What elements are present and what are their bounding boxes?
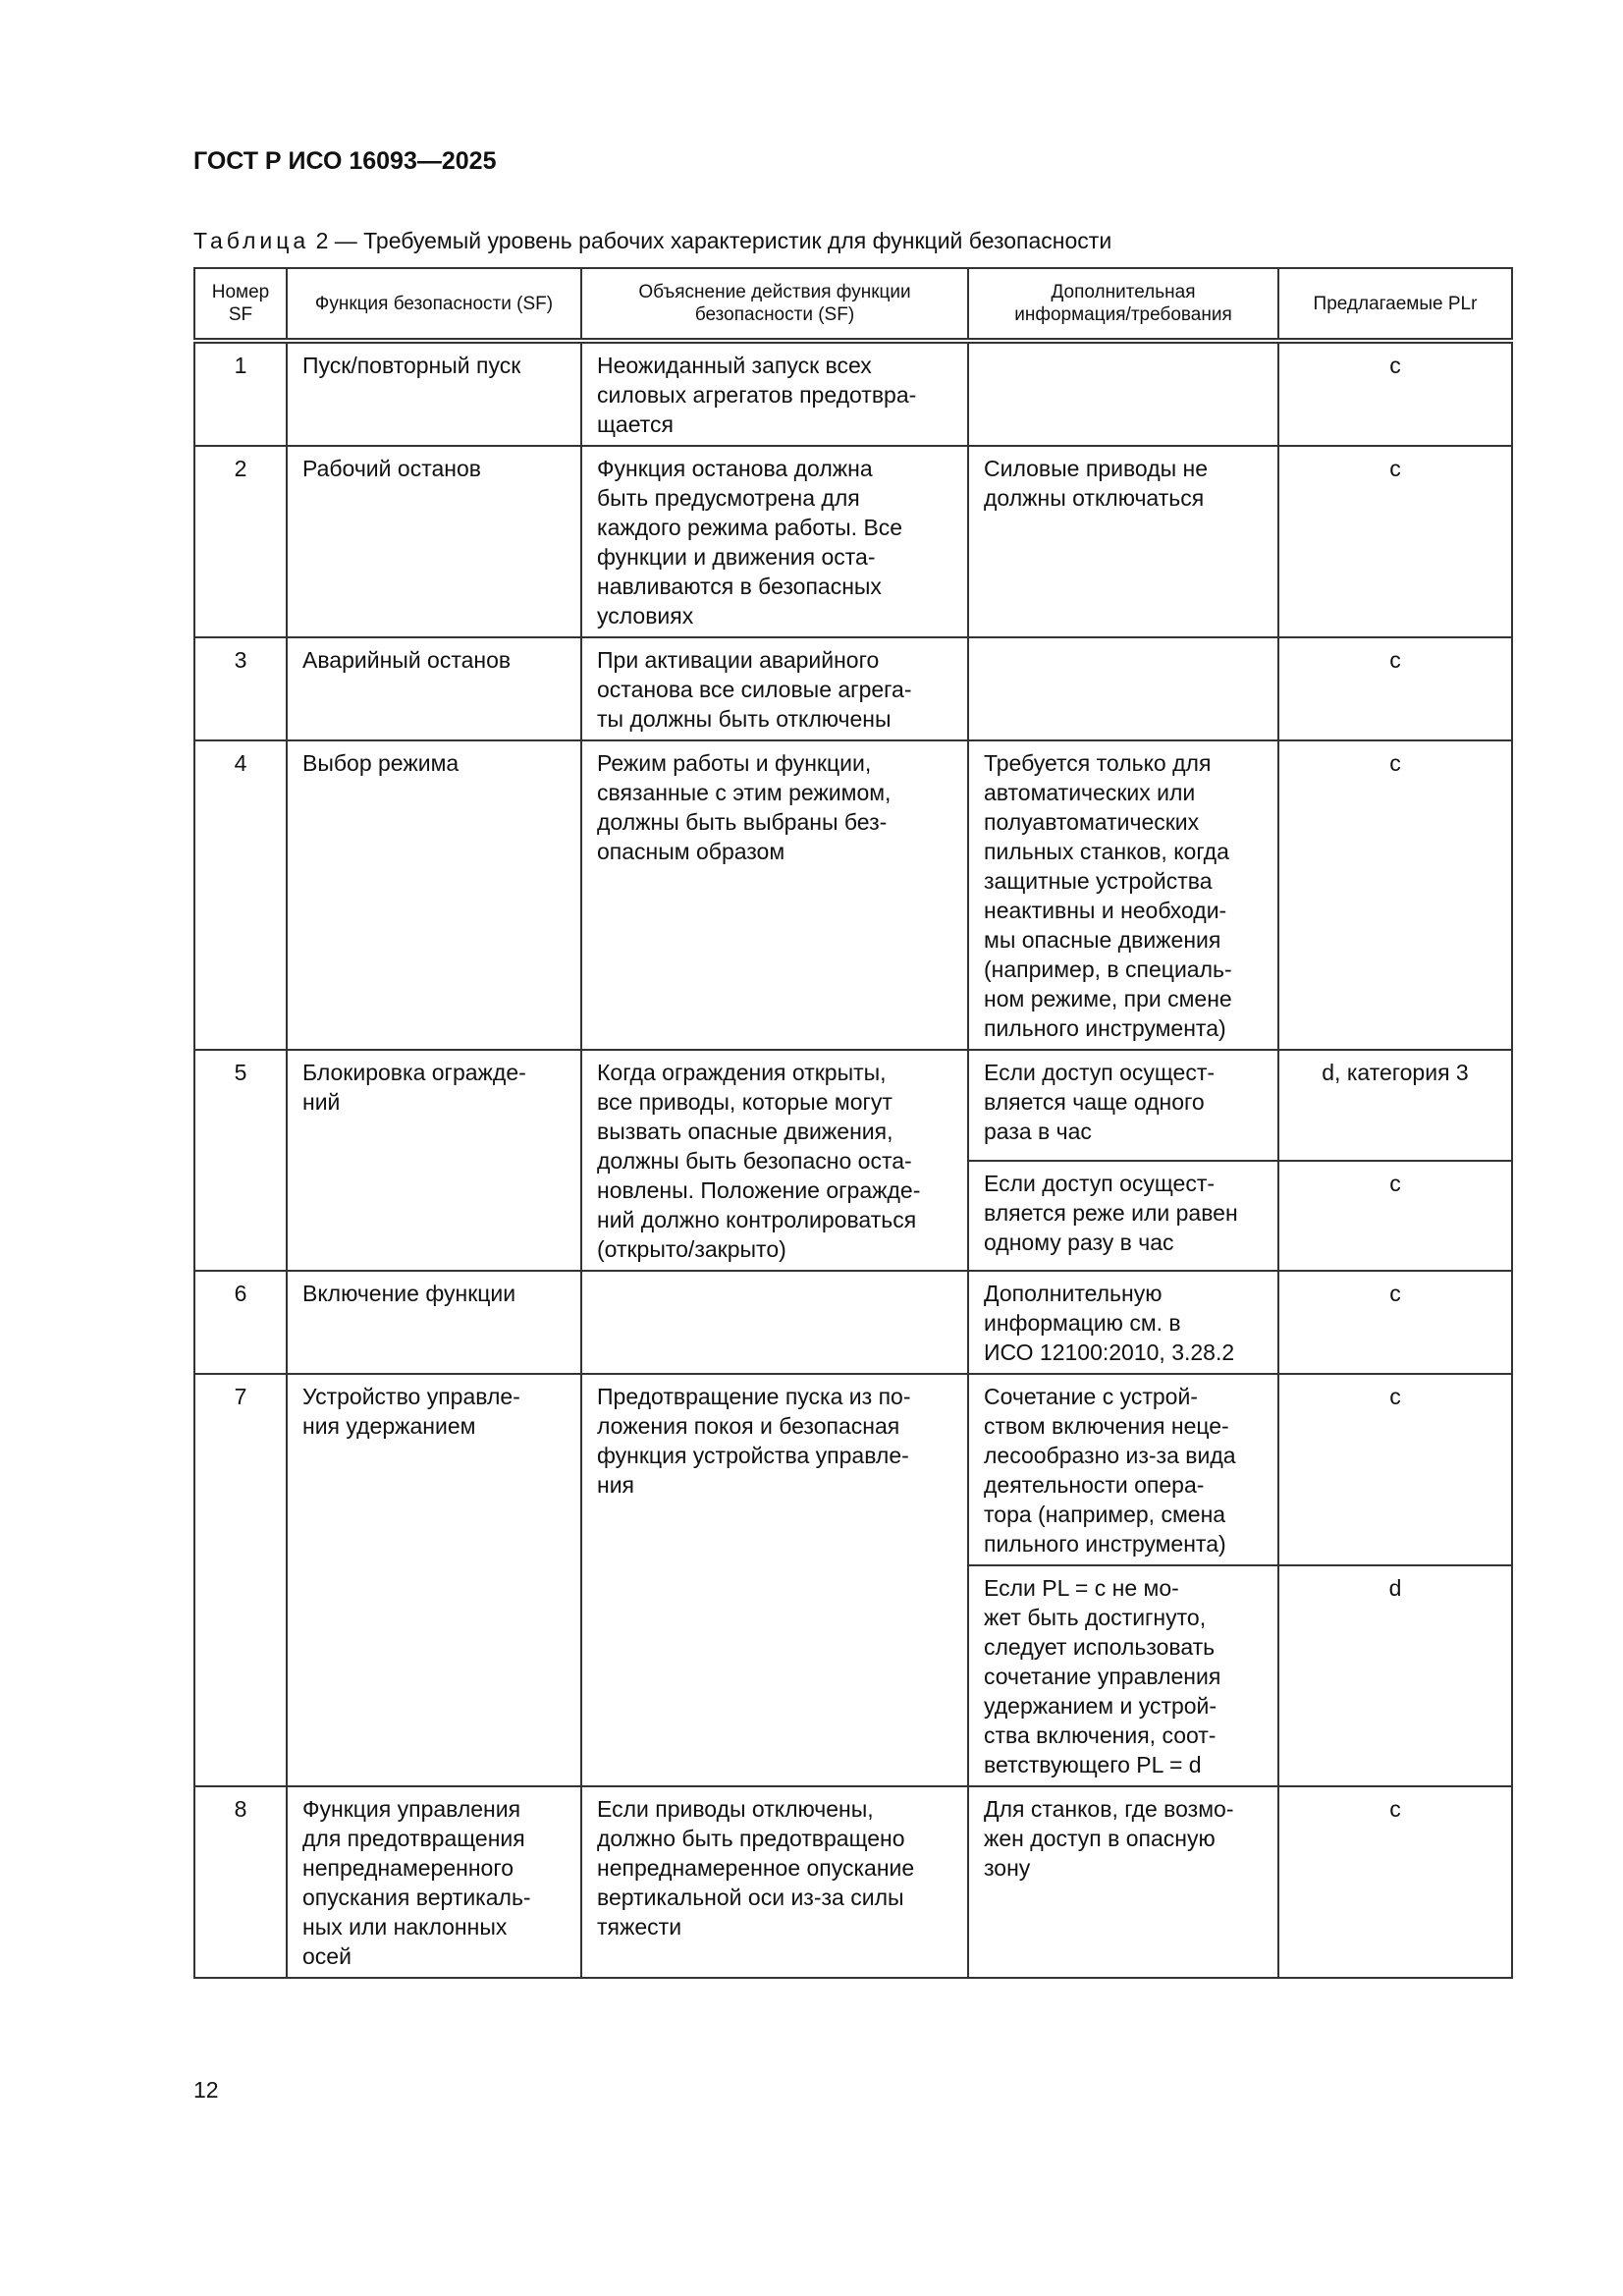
row-info: Сочетание с устрой- ством включения неце- лесообразно из-за вида деятельности опера- тора (например, смена пильного инструмента) [968,1374,1278,1565]
row-plr: d, категория 3 [1278,1050,1512,1161]
safety-functions-table [193,267,1513,1979]
row-number: 7 [194,1374,287,1786]
row-plr: d [1278,1565,1512,1786]
row-function: Пуск/повторный пуск [287,341,581,446]
row-plr: c [1278,341,1512,446]
table-row [194,1271,1512,1374]
row-function: Аварийный останов [287,637,581,740]
row-info: Дополнительную информацию см. в ИСО 12100:2010, 3.28.2 [968,1271,1278,1374]
row-plr: c [1278,1374,1512,1565]
row-function: Функция управления для предотвращения непреднамеренного опускания вертикаль- ных или наклонных осей [287,1786,581,1978]
row-number: 3 [194,637,287,740]
column-header-info: Дополнительная информация/требования [968,268,1278,341]
row-plr: c [1278,446,1512,637]
table-row [194,1374,1512,1565]
column-header-explanation: Объяснение действия функции безопасности (SF) [581,268,968,341]
row-number: 1 [194,341,287,446]
row-plr: c [1278,1271,1512,1374]
row-info: Силовые приводы не должны отключаться [968,446,1278,637]
row-plr: c [1278,1161,1512,1272]
row-function: Устройство управле- ния удержанием [287,1374,581,1786]
row-number: 5 [194,1050,287,1271]
table-row [194,341,1512,446]
row-info: Для станков, где возмо- жен доступ в опасную зону [968,1786,1278,1978]
column-header-function: Функция безопасности (SF) [287,268,581,341]
row-number: 6 [194,1271,287,1374]
row-info [968,341,1278,446]
row-info [968,637,1278,740]
table-row [194,1786,1512,1978]
row-info: Требуется только для автоматических или полуавтоматических пильных станков, когда защитные устройства неактивны и необходи- мы опасные движения (например, в специаль- ном режиме, при смене пильного инструмента) [968,740,1278,1050]
table-row [194,637,1512,740]
row-explanation: Предотвращение пуска из по- ложения покоя и безопасная функция устройства управле- ния [581,1374,968,1786]
row-plr: c [1278,740,1512,1050]
row-plr: c [1278,637,1512,740]
table-header-row [194,268,1512,341]
table-row [194,446,1512,637]
column-header-plr: Предлагаемые PLr [1278,268,1512,341]
row-explanation: Режим работы и функции, связанные с этим режимом, должны быть выбраны без- опасным образом [581,740,968,1050]
row-function: Рабочий останов [287,446,581,637]
row-explanation: Неожиданный запуск всех силовых агрегатов предотвра- щается [581,341,968,446]
table-caption-text: 2 — Требуемый уровень рабочих характеристик для функций безопасности [309,228,1112,253]
row-function: Выбор режима [287,740,581,1050]
row-number: 8 [194,1786,287,1978]
row-explanation: Функция останова должна быть предусмотрена для каждого режима работы. Все функции и движения оста- навливаются в безопасных условиях [581,446,968,637]
row-explanation: Если приводы отключены, должно быть предотвращено непреднамеренное опускание вертикальной оси из-за силы тяжести [581,1786,968,1978]
row-plr: c [1278,1786,1512,1978]
row-explanation [581,1271,968,1374]
row-function: Блокировка огражде- ний [287,1050,581,1271]
row-function: Включение функции [287,1271,581,1374]
row-info: Если доступ осущест- вляется чаще одного раза в час [968,1050,1278,1161]
table-caption-prefix: Таблица [193,228,310,253]
table-row [194,1050,1512,1161]
page-number: 12 [193,2077,219,2103]
row-explanation: При активации аварийного останова все силовые агрега- ты должны быть отключены [581,637,968,740]
row-info: Если PL = c не мо- жет быть достигнуто, следует использовать сочетание управления удержанием и устрой- ства включения, соот- ветствующего PL = d [968,1565,1278,1786]
table-caption [193,228,1111,254]
table-row [194,740,1512,1050]
row-number: 4 [194,740,287,1050]
row-number: 2 [194,446,287,637]
column-header-number: Номер SF [194,268,287,341]
document-header: ГОСТ Р ИСО 16093—2025 [193,147,497,175]
row-explanation: Когда ограждения открыты, все приводы, которые могут вызвать опасные движения, должны быть безопасно оста- новлены. Положение огражде- ний должно контролироваться (открыто/закрыто) [581,1050,968,1271]
row-info: Если доступ осущест- вляется реже или равен одному разу в час [968,1161,1278,1272]
